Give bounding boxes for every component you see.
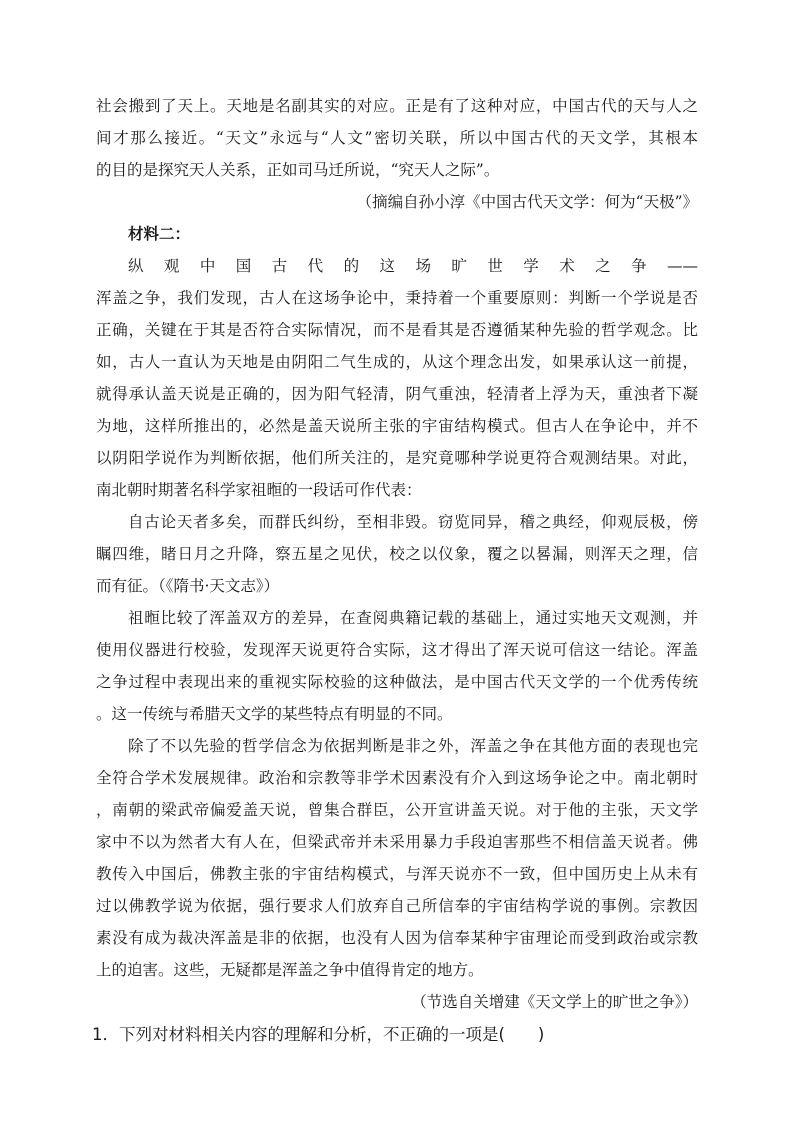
- text-line: 正确，关键在于其是否符合实际情况，而不是看其是否遵循某种先验的哲学观念。比: [96, 321, 698, 339]
- text-line: 上的迫害。这些，无疑都是浑盖之争中值得肯定的地方。: [96, 961, 484, 979]
- text-line: 以阴阳学说作为判断依据，他们所关注的，是究竟哪种学说更符合观测结果。对此，: [96, 449, 698, 467]
- passage-one-tail: [96, 90, 698, 186]
- block-quote: [96, 506, 698, 602]
- text-line: 浑盖之争，我们发现，古人在这场争论中，秉持着一个重要原则：判断一个学说是否: [96, 289, 698, 307]
- text-line: 之争过程中表现出来的重视实际校验的这种做法，是中国古代天文学的一个优秀传统: [96, 673, 698, 691]
- text-line: 祖暅比较了浑盖双方的差异，在查阅典籍记载的基础上，通过实地天文观测，并: [128, 609, 698, 627]
- text-line: 如，古人一直认为天地是由阴阳二气生成的，从这个理念出发，如果承认这一前提，: [96, 353, 698, 371]
- source-citation-one: （摘编自孙小淳《中国古代天文学：何为“天极”》: [356, 193, 698, 211]
- text-line: 全符合学术发展规律。政治和宗教等非学术因素没有介入到这场争论之中。南北朝时: [96, 769, 698, 787]
- text-line: 间才那么接近。“天文”永远与“人文”密切关联，所以中国古代的天文学，其根本: [96, 129, 698, 147]
- text-line: 的目的是探究天人关系，正如司马迁所说，“究天人之际”。: [96, 161, 500, 179]
- source-citation-two: （节选自关增建《天文学上的旷世之争》）: [411, 993, 698, 1011]
- question-one: 1．下列对材料相关内容的理解和分析，不正确的一项是( ): [92, 1025, 545, 1044]
- paragraph-two: [96, 602, 698, 730]
- paragraph-one: [96, 250, 698, 506]
- text-line: 。这一传统与希腊天文学的某些特点有明显的不同。: [96, 705, 453, 723]
- text-line: 为地，这样所推出的，必然是盖天说所主张的宇宙结构模式。但古人在争论中，并不: [96, 417, 698, 435]
- text-line: 瞩四维，睹日月之升降，察五星之见伏，校之以仪象，覆之以晷漏，则浑天之理，信: [96, 545, 698, 563]
- document-body: [92, 90, 698, 1052]
- text-line: ，南朝的梁武帝偏爱盖天说，曾集合群臣，公开宣讲盖天说。对于他的主张，天文学: [96, 801, 698, 819]
- text-line: 过以佛教学说为依据，强行要求人们放弃自己所信奉的宇宙结构学说的事例。宗教因: [96, 897, 698, 915]
- material-two-heading: 材料二：: [128, 224, 191, 243]
- text-line: 就得承认盖天说是正确的，因为阳气轻清，阴气重浊，轻清者上浮为天，重浊者下凝: [96, 385, 698, 403]
- text-line: 自古论天者多矣，而群氏纠纷，至相非毁。窃览同异，稽之典经，仰观辰极，傍: [128, 513, 698, 531]
- paragraph-three: [96, 730, 698, 986]
- text-line: 教传入中国后，佛教主张的宇宙结构模式，与浑天说亦不一致，但中国历史上从未有: [96, 865, 698, 883]
- text-line: 而有征。（《隋书·天文志》）: [96, 577, 280, 595]
- text-line: 素没有成为裁决浑盖是非的依据，也没有人因为信奉某种宇宙理论而受到政治或宗教: [96, 929, 698, 947]
- text-line: 使用仪器进行校验，发现浑天说更符合实际，这才得出了浑天说可信这一结论。浑盖: [96, 641, 698, 659]
- text-line: 南北朝时期著名科学家祖暅的一段话可作代表：: [96, 481, 422, 499]
- text-line: 纵 观 中 国 古 代 的 这 场 旷 世 学 术 之 争 ——: [128, 257, 698, 275]
- text-line: 家中不以为然者大有人在，但梁武帝并未采用暴力手段迫害那些不相信盖天说者。佛: [96, 833, 698, 851]
- text-line: 社会搬到了天上。天地是名副其实的对应。正是有了这种对应，中国古代的天与人之: [96, 97, 698, 115]
- text-line: 除了不以先验的哲学信念为依据判断是非之外，浑盖之争在其他方面的表现也完: [128, 737, 698, 755]
